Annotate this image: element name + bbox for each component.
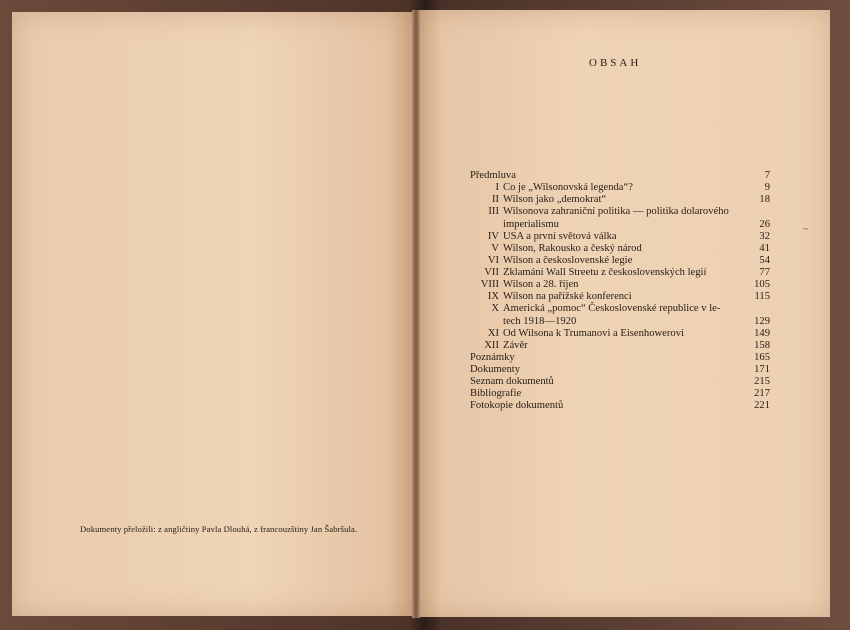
toc-row	[470, 206, 770, 230]
toc-page: 32	[759, 230, 770, 242]
toc-number: XI	[487, 327, 499, 339]
toc-page: 26	[759, 218, 770, 230]
toc-number: X	[491, 303, 499, 315]
pencil-mark: ~	[803, 224, 808, 234]
toc-page: 149	[754, 327, 770, 339]
toc-page: 115	[754, 291, 770, 303]
toc-title: OBSAH	[589, 57, 642, 69]
toc-page: 77	[759, 266, 770, 278]
toc-text: Wilson na pařížské konferenci	[503, 291, 632, 303]
toc-row	[470, 400, 770, 412]
toc-page: 105	[754, 279, 770, 291]
toc-page: 165	[754, 351, 770, 363]
toc-text: Wilson a 28. říjen	[503, 279, 579, 291]
toc-text: Dokumenty	[470, 363, 521, 375]
toc-page: 18	[759, 194, 770, 206]
toc-row	[470, 328, 770, 340]
toc-number: I	[495, 182, 499, 194]
toc-row	[470, 376, 770, 388]
toc-row	[470, 194, 770, 206]
toc-page: 158	[754, 339, 770, 351]
toc-page: 9	[764, 182, 770, 194]
toc-page: 171	[754, 363, 770, 375]
toc-text: Wilson jako „demokrat“	[503, 194, 607, 206]
toc-text: Wilson a československé legie	[503, 254, 633, 266]
toc-page: 41	[759, 242, 770, 254]
toc-page: 221	[754, 400, 770, 412]
toc-number: VIII	[480, 279, 499, 291]
toc-row	[470, 170, 770, 182]
toc-page: 54	[759, 254, 770, 266]
toc-text: Zklamání Wall Streetu z československých legií	[503, 266, 707, 278]
book-gutter	[412, 10, 420, 618]
toc-number: V	[491, 242, 499, 254]
toc-text: Od Wilsona k Trumanovi a Eisenhowerovi	[503, 327, 684, 339]
toc-row	[470, 364, 770, 376]
toc-text: Seznam dokumentů	[470, 376, 554, 387]
toc-text: Poznámky	[470, 351, 515, 363]
toc-row	[470, 182, 770, 194]
toc-text: Americká „pomoc“ Československé republice v le- tech 1918—1920	[503, 303, 721, 327]
toc-row	[470, 267, 770, 279]
translators-note: Dokumenty přeložili: z angličtiny Pavla Dlouhá, z francouzštiny Jan Šabršula.	[80, 524, 358, 534]
toc-text: Závěr	[503, 339, 528, 351]
toc-page: 129	[754, 315, 770, 327]
table-of-contents	[470, 170, 770, 412]
toc-row	[470, 255, 770, 267]
toc-number: IX	[487, 291, 499, 303]
toc-row	[470, 352, 770, 364]
toc-row	[470, 231, 770, 243]
toc-number: II	[491, 194, 499, 206]
toc-row	[470, 303, 770, 327]
toc-page: 215	[754, 376, 770, 387]
toc-number: VII	[484, 266, 499, 278]
toc-row	[470, 279, 770, 291]
toc-text: Bibliografie	[470, 388, 522, 400]
toc-number: VI	[487, 254, 499, 266]
toc-row	[470, 340, 770, 352]
toc-row	[470, 388, 770, 400]
toc-page: 217	[754, 388, 770, 400]
toc-row	[470, 291, 770, 303]
toc-text: Wilsonova zahraniční politika — politika dolarového imperialismu	[503, 206, 729, 230]
toc-number: XII	[484, 339, 499, 351]
toc-number: III	[488, 206, 499, 218]
toc-page: 7	[764, 170, 770, 181]
toc-text: Předmluva	[470, 170, 516, 181]
toc-text: Fotokopie dokumentů	[470, 400, 564, 412]
toc-text: Co je „Wilsonovská legenda“?	[503, 182, 633, 194]
toc-row	[470, 243, 770, 255]
toc-text: Wilson, Rakousko a český národ	[503, 242, 642, 254]
toc-number: IV	[487, 230, 499, 242]
toc-text: USA a první světová válka	[503, 230, 617, 242]
